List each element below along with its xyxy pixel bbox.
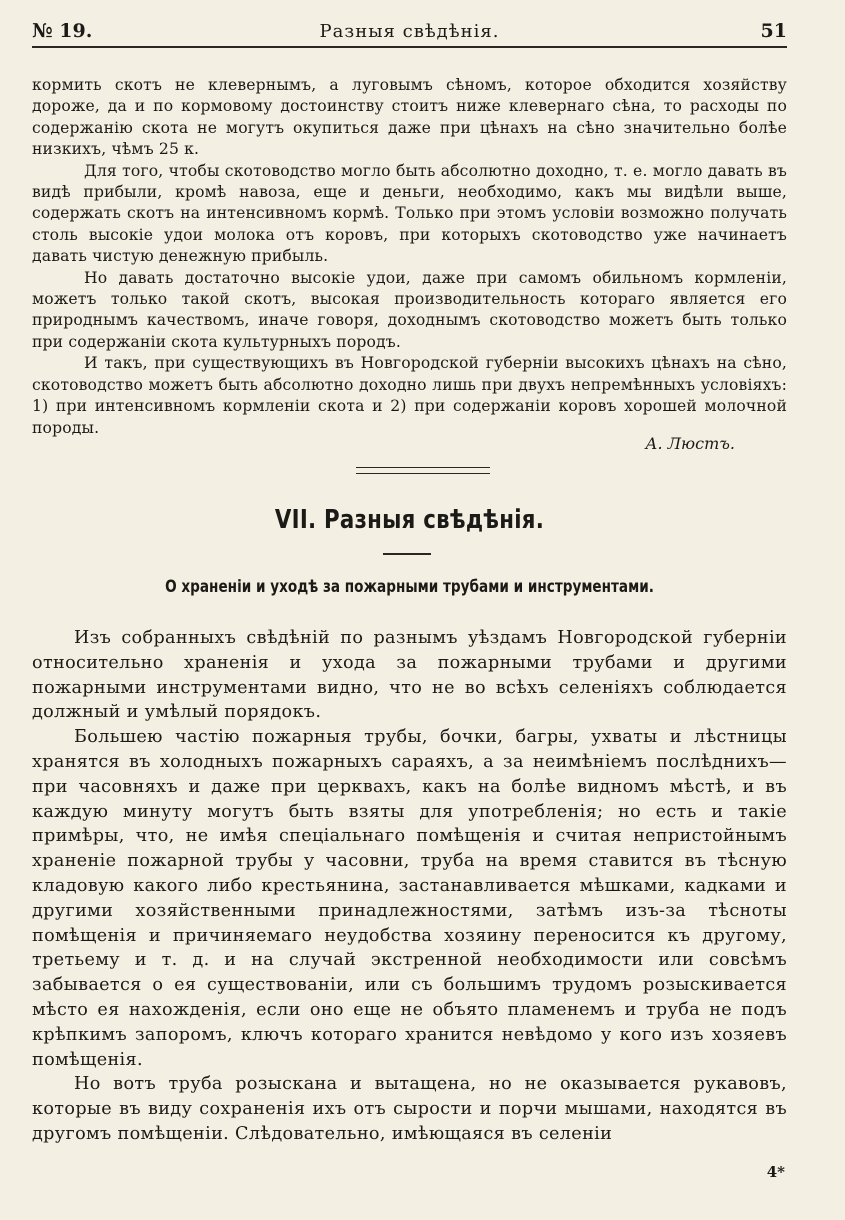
author-signature: А. Люстъ. [645, 434, 735, 453]
paragraph: Изъ собранныхъ свѣдѣній по разнымъ уѣздамъ Новгородской губерніи относительно храненія и ухода за пожарными трубами и другими пожарными инструментами видно, что не во всѣхъ селеніяхъ соблюдается должный и умѣлый порядокъ. [32, 628, 787, 723]
paragraph: Большею частію пожарныя трубы, бочки, багры, ухваты и лѣстницы хранятся въ холодныхъ пожарныхъ сараяхъ, а за неимѣніемъ послѣднихъ—при часовняхъ и даже при церквахъ, какъ на болѣе видномъ мѣстѣ, и въ каждую минуту могутъ быть взяты для употребленія; но есть и такіе примѣры, что, не имѣя спеціальнаго помѣщенія и считая непристойнымъ храненіе пожарной трубы у часовни, труба на время ставится въ тѣсную кладовую какого либо крестьянина, застанавливается мѣшками, кадками и другими хозяйственными принадлежностями, затѣмъ изъ-за тѣсноты помѣщенія и причиняемаго неудобства хозяину переносится къ другому, третьему и т. д. и на случай экстренной необходимости или совсѣмъ забывается о ея существованіи, или съ большимъ трудомъ розыскивается мѣсто ея нахожденія, если оно еще не объято пламенемъ и труба не подъ крѣпкимъ запоромъ, ключъ котораго хранится невѣдомо у кого изъ хозяевъ помѣщенія. [32, 727, 787, 1070]
article-subtitle: О храненіи и уходѣ за пожарными трубами и инструментами. [165, 577, 654, 597]
title-rule [383, 553, 431, 555]
issue-number: № 19. [32, 20, 93, 42]
header-rule [32, 46, 787, 48]
section-divider [356, 467, 490, 474]
previous-article-text [32, 75, 787, 439]
paragraph: Но давать достаточно высокіе удои, даже при самомъ обильномъ кормленіи, можетъ только такой скотъ, высокая производительность котораго является его природнымъ качествомъ, иначе говоря, доходнымъ скотоводство можетъ быть только при содержаніи скота культурныхъ породъ. [32, 268, 787, 351]
section-title: VII. Разныя свѣдѣнія. [274, 505, 545, 535]
signature-mark: 4* [766, 1163, 785, 1181]
paragraph: Для того, чтобы скотоводство могло быть абсолютно доходно, т. е. могло давать въ видѣ прибыли, кромѣ навоза, еще и деньги, необходимо, какъ мы видѣли выше, содержать скотъ на интенсивномъ кормѣ. Только при этомъ условіи возможно получать столь высокіе удои молока отъ коровъ, при которыхъ скотоводство уже начинаетъ давать чистую денежную прибыль. [32, 161, 787, 266]
paragraph: И такъ, при существующихъ въ Новгородской губерніи высокихъ цѣнахъ на сѣно, скотоводство можетъ быть абсолютно доходно лишь при двухъ непремѣнныхъ условіяхъ: 1) при интенсивномъ кормленіи скота и 2) при содержаніи коровъ хорошей молочной породы. [32, 354, 787, 437]
page-header [32, 20, 787, 46]
paragraph: кормить скотъ не клевернымъ, а луговымъ сѣномъ, которое обходится хозяйству дороже, да и по кормовому достоинству стоитъ ниже клевернаго сѣна, то расходы по содержанію скота не могутъ окупиться даже при цѣнахъ на сѣно значительно болѣе низкихъ, чѣмъ 25 к. [32, 76, 787, 159]
article-text [32, 626, 787, 1147]
paragraph: Но вотъ труба розыскана и вытащена, но не оказывается рукавовъ, которые въ виду сохраненія ихъ отъ сырости и порчи мышами, находятся въ другомъ помѣщеніи. Слѣдовательно, имѣющаяся въ селеніи [32, 1074, 787, 1144]
page-number: 51 [760, 20, 787, 42]
running-title: Разныя свѣдѣнія. [319, 21, 500, 42]
